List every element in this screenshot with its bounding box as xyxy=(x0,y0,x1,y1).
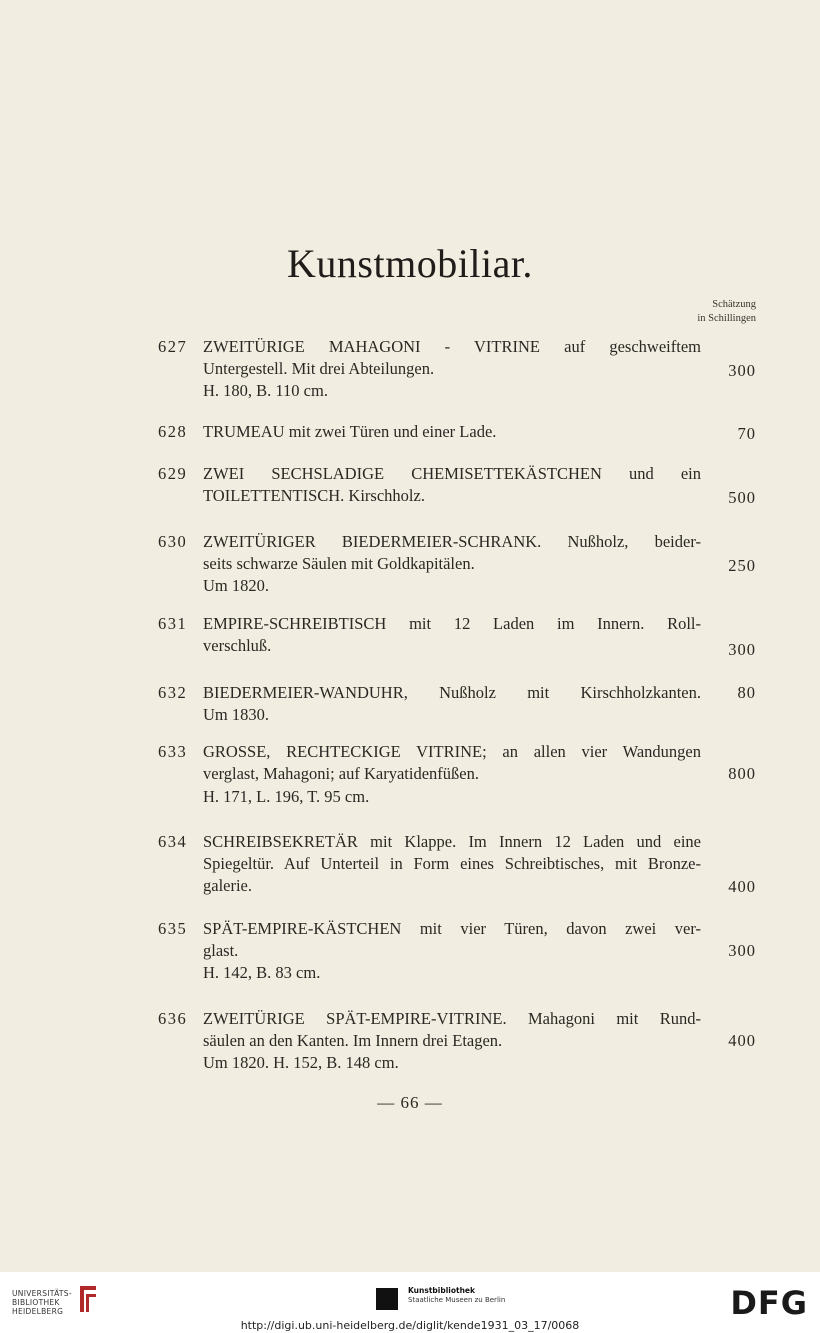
kunstbibliothek-mark-icon xyxy=(376,1288,398,1310)
estimate-header-line: in Schillingen xyxy=(697,313,756,324)
entry-text-line: TRUMEAU mit zwei Türen und einer Lade. xyxy=(203,422,497,441)
entry-text-line: verglast, Mahagoni; auf Karyatidenfüßen. xyxy=(203,764,479,783)
entry-number: 635 xyxy=(158,919,188,938)
kunstbibliothek-subtitle: Staatliche Museen zu Berlin xyxy=(408,1296,506,1304)
entry-price: 250 xyxy=(728,556,756,575)
entry-text-line: ZWEI SECHSLADIGE CHEMISETTEKÄSTCHEN und ein xyxy=(203,464,701,483)
entry-text-line: H. 180, B. 110 cm. xyxy=(203,381,328,400)
entry-price: 70 xyxy=(737,424,756,443)
digitization-footer xyxy=(0,1272,820,1333)
entry-text-line: SPÄT-EMPIRE-KÄSTCHEN mit vier Türen, davon zwei ver- xyxy=(203,919,701,938)
entry-number: 633 xyxy=(158,742,188,761)
entry-text-line: GROSSE, RECHTECKIGE VITRINE; an allen vier Wandungen xyxy=(203,742,701,761)
ub-emblem-icon xyxy=(76,1284,100,1314)
entry-text-line: SCHREIBSEKRETÄR mit Klappe. Im Innern 12 Laden und eine xyxy=(203,832,701,851)
entry-number: 631 xyxy=(158,614,188,633)
entry-price: 80 xyxy=(737,683,756,702)
entry-number: 636 xyxy=(158,1009,188,1028)
entry-number: 629 xyxy=(158,464,188,483)
entry-text-line: ZWEITÜRIGE SPÄT-EMPIRE-VITRINE. Mahagoni mit Rund- xyxy=(203,1009,701,1028)
page-title: Kunstmobiliar. xyxy=(287,241,533,286)
entry-text-line: ZWEITÜRIGE MAHAGONI - VITRINE auf geschweiftem xyxy=(203,337,701,356)
ub-logo-text: UNIVERSITÄTS- xyxy=(12,1289,72,1298)
estimate-header-line: Schätzung xyxy=(712,299,756,310)
ub-heidelberg-logo[interactable] xyxy=(12,1289,72,1316)
entry-number: 628 xyxy=(158,422,188,441)
entry-number: 627 xyxy=(158,337,188,356)
ub-logo-text: HEIDELBERG xyxy=(12,1307,64,1316)
entry-text-line: säulen an den Kanten. Im Innern drei Etagen. xyxy=(203,1031,503,1050)
entry-text-line: BIEDERMEIER-WANDUHR, Nußholz mit Kirschholzkanten. xyxy=(203,683,701,702)
entry-text-line: H. 171, L. 196, T. 95 cm. xyxy=(203,787,370,806)
entry-price: 800 xyxy=(728,764,756,783)
entry-text-line: Untergestell. Mit drei Abteilungen. xyxy=(203,359,435,378)
dfg-logo[interactable]: DFG xyxy=(730,1284,808,1322)
entry-text-line: seits schwarze Säulen mit Goldkapitälen. xyxy=(203,554,475,573)
entry-text-line: galerie. xyxy=(203,876,253,895)
entry-text-line: EMPIRE-SCHREIBTISCH mit 12 Laden im Innern. Roll- xyxy=(203,614,701,633)
entry-number: 632 xyxy=(158,683,188,702)
entry-number: 630 xyxy=(158,532,188,551)
entry-price: 300 xyxy=(728,941,756,960)
entry-price: 400 xyxy=(728,877,756,896)
page-number: — 66 — xyxy=(377,1093,443,1112)
ub-logo-text: BIBLIOTHEK xyxy=(12,1298,60,1307)
entry-price: 400 xyxy=(728,1031,756,1050)
entry-price: 500 xyxy=(728,488,756,507)
entry-number: 634 xyxy=(158,832,188,851)
entry-text-line: Um 1830. xyxy=(203,705,269,724)
permalink-url[interactable]: http://digi.ub.uni-heidelberg.de/diglit/kende1931_03_17/0068 xyxy=(240,1319,580,1332)
entry-text-line: verschluß. xyxy=(203,636,272,655)
entry-text-line: Um 1820. xyxy=(203,576,269,595)
kunstbibliothek-logo[interactable] xyxy=(376,1286,536,1310)
entry-text-line: glast. xyxy=(203,941,239,960)
entry-price: 300 xyxy=(728,361,756,380)
entry-price: 300 xyxy=(728,640,756,659)
entry-text-line: Spiegeltür. Auf Unterteil in Form eines Schreibtisches, mit Bronze- xyxy=(203,854,701,873)
entry-text-line: TOILETTENTISCH. Kirschholz. xyxy=(203,486,425,505)
entry-text-line: ZWEITÜRIGER BIEDERMEIER-SCHRANK. Nußholz, beider- xyxy=(203,532,701,551)
entry-text-line: Um 1820. H. 152, B. 148 cm. xyxy=(203,1053,399,1072)
entry-text-line: H. 142, B. 83 cm. xyxy=(203,963,321,982)
kunstbibliothek-name: Kunstbibliothek xyxy=(408,1286,476,1295)
estimate-column-header xyxy=(697,298,756,326)
